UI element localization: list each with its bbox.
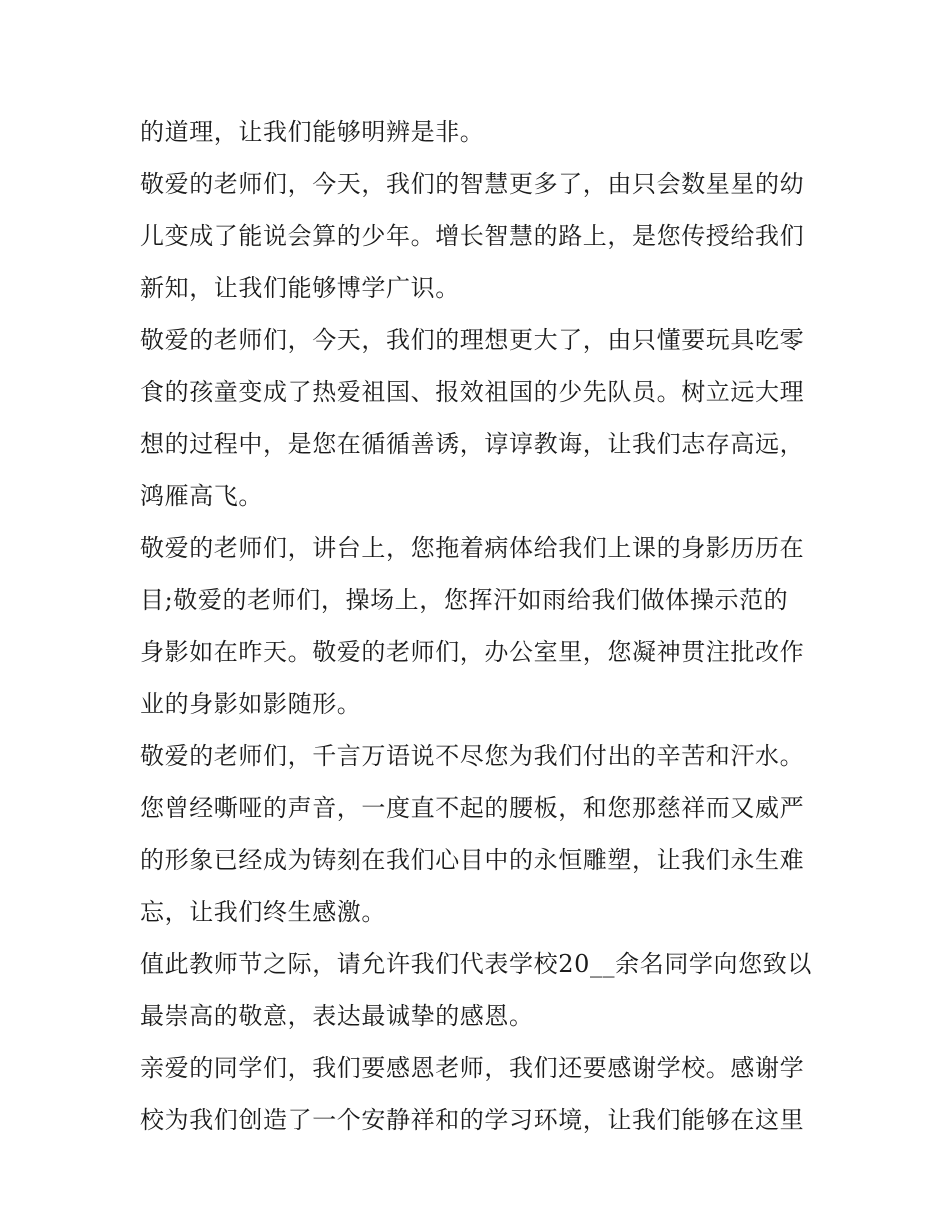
text-line: 敬爱的老师们，讲台上，您拖着病体给我们上课的身影历历在 xyxy=(140,534,805,562)
text-line: 业的身影如影随形。 xyxy=(140,690,362,718)
text-line: 新知，让我们能够博学广识。 xyxy=(140,274,460,302)
text-line: 鸿雁高飞。 xyxy=(140,482,263,510)
text-line: 儿变成了能说会算的少年。增长智慧的路上，是您传授给我们 xyxy=(140,222,805,250)
text-line: 目;敬爱的老师们，操场上，您挥汗如雨给我们做体操示范的 xyxy=(140,586,789,614)
text-line: 亲爱的同学们，我们要感恩老师，我们还要感谢学校。感谢学 xyxy=(140,1054,805,1082)
text-line: 食的孩童变成了热爱祖国、报效祖国的少先队员。树立远大理 xyxy=(140,378,805,406)
document-body xyxy=(140,106,820,1146)
text-line: 值此教师节之际，请允许我们代表学校20__余名同学向您致以 xyxy=(140,950,812,978)
text-line: 您曾经嘶哑的声音，一度直不起的腰板，和您那慈祥而又威严 xyxy=(140,794,805,822)
text-line: 校为我们创造了一个安静祥和的学习环境，让我们能够在这里 xyxy=(140,1106,805,1134)
text-line: 忘，让我们终生感激。 xyxy=(140,898,386,926)
text-line: 敬爱的老师们，千言万语说不尽您为我们付出的辛苦和汗水。 xyxy=(140,742,805,770)
text-line: 敬爱的老师们，今天，我们的智慧更多了，由只会数星星的幼 xyxy=(140,170,805,198)
text-line: 身影如在昨天。敬爱的老师们，办公室里，您凝神贯注批改作 xyxy=(140,638,805,666)
text-line: 敬爱的老师们，今天，我们的理想更大了，由只懂要玩具吃零 xyxy=(140,326,805,354)
text-line: 想的过程中，是您在循循善诱，谆谆教诲，让我们志存高远， xyxy=(140,430,805,458)
text-line: 的道理，让我们能够明辨是非。 xyxy=(140,118,485,146)
text-line: 最崇高的敬意，表达最诚挚的感恩。 xyxy=(140,1002,534,1030)
text-line: 的形象已经成为铸刻在我们心目中的永恒雕塑，让我们永生难 xyxy=(140,846,805,874)
